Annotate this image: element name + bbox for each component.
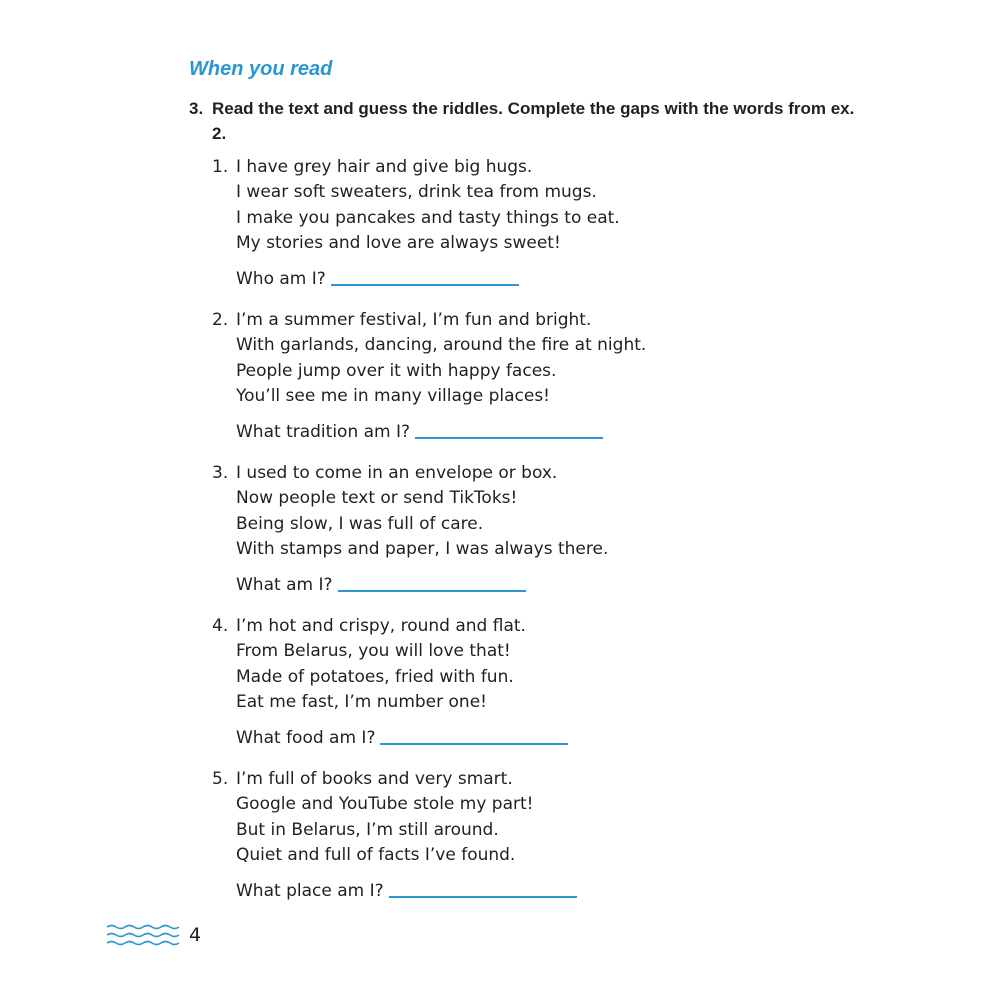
riddle-question — [236, 573, 736, 598]
riddle-question — [236, 420, 736, 445]
question-text: What place am I? — [236, 881, 384, 902]
riddle-line: Quiet and full of facts I’ve found. — [236, 844, 516, 865]
question-text: What tradition am I? — [236, 422, 411, 443]
answer-gap[interactable] — [389, 896, 577, 898]
riddle-number: 5. — [212, 769, 229, 789]
riddle-text — [236, 461, 736, 598]
riddle-line: I’m full of books and very smart. — [236, 769, 513, 789]
task-number: 3. — [189, 99, 204, 118]
riddle-line: My stories and love are always sweet! — [236, 232, 561, 253]
waves-icon — [106, 923, 180, 949]
answer-gap[interactable] — [331, 284, 519, 286]
question-text: Who am I? — [236, 269, 326, 290]
riddle-text — [236, 308, 736, 445]
riddle-line: But in Belarus, I’m still around. — [236, 819, 499, 840]
question-text: What am I? — [236, 575, 333, 596]
riddle-line: People jump over it with happy faces. — [236, 360, 557, 381]
riddle-line: I used to come in an envelope or box. — [236, 463, 558, 483]
task-text: Read the text and guess the riddles. Complete the gaps with the words from ex. 2. — [212, 99, 855, 143]
answer-gap[interactable] — [415, 437, 603, 439]
riddle-line: You’ll see me in many village places! — [236, 385, 550, 406]
riddle-line: I’m a summer festival, I’m fun and bright. — [236, 310, 592, 330]
riddle-number: 4. — [212, 616, 229, 636]
riddle-line: Eat me fast, I’m number one! — [236, 691, 487, 712]
riddle-line: Made of potatoes, fried with fun. — [236, 666, 514, 687]
page-number: 4 — [189, 924, 202, 946]
question-text: What food am I? — [236, 728, 376, 749]
riddle-line: From Belarus, you will love that! — [236, 641, 511, 662]
riddle-line: Google and YouTube stole my part! — [236, 794, 534, 815]
riddle-line: I’m hot and crispy, round and flat. — [236, 616, 526, 636]
riddle-line: I wear soft sweaters, drink tea from mugs. — [236, 182, 597, 203]
riddle-line: With stamps and paper, I was always there. — [236, 538, 609, 559]
riddle-number: 1. — [212, 157, 229, 177]
section-heading: When you read — [189, 58, 333, 80]
riddle-text — [236, 614, 736, 751]
riddle-text — [236, 155, 736, 292]
riddle-text — [236, 767, 736, 904]
riddle-question — [236, 879, 736, 904]
riddle-line: I have grey hair and give big hugs. — [236, 157, 533, 177]
riddle-line: I make you pancakes and tasty things to eat. — [236, 207, 620, 228]
riddle-question — [236, 726, 736, 751]
riddle-line: With garlands, dancing, around the fire at night. — [236, 335, 647, 356]
riddle-number: 2. — [212, 310, 229, 330]
riddle-question — [236, 267, 736, 292]
riddle-line: Being slow, I was full of care. — [236, 513, 484, 534]
answer-gap[interactable] — [338, 590, 526, 592]
answer-gap[interactable] — [380, 743, 568, 745]
riddle-number: 3. — [212, 463, 229, 483]
riddle-line: Now people text or send TikToks! — [236, 488, 518, 509]
